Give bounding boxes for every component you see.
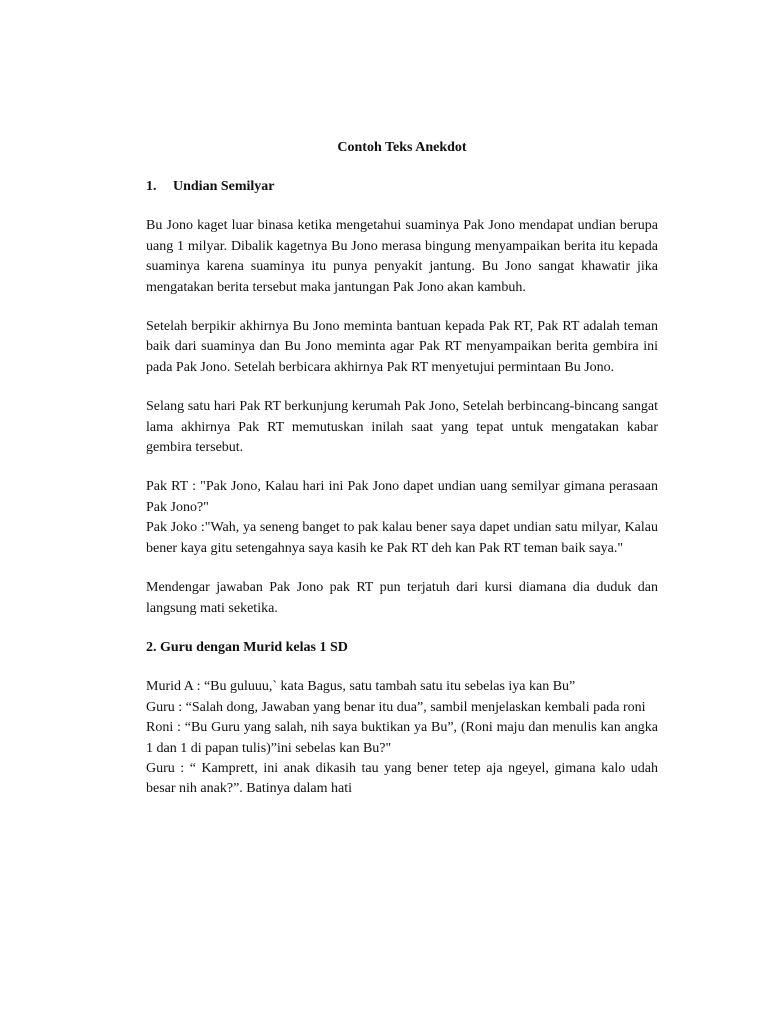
dialog-line-pak-rt: Pak RT : "Pak Jono, Kalau hari ini Pak Jono dapet undian uang semilyar gimana perasaan Pak Jono?" bbox=[146, 479, 658, 515]
section-1-heading bbox=[146, 177, 658, 197]
document-page bbox=[146, 138, 658, 800]
dialog-line-guru-2: Guru : “ Kamprett, ini anak dikasih tau yang bener tetep aja ngeyel, gimana kalo udah besar nih anak?”. Batinya dalam hati bbox=[146, 760, 658, 797]
dialog-line-roni: Roni : “Bu Guru yang salah, nih saya buktikan ya Bu”, (Roni maju dan menulis kan angka 1 dan 1 di papan tulis)”ini sebelas kan Bu?" bbox=[146, 720, 658, 756]
section-1-number: 1. bbox=[146, 179, 157, 194]
dialog-line-guru-1: Guru : “Salah dong, Jawaban yang benar itu dua”, sambil menjelaskan kembali pada roni bbox=[146, 699, 646, 715]
section-2-heading bbox=[146, 638, 658, 658]
section-1-paragraph-1: Bu Jono kaget luar binasa ketika mengetahui suaminya Pak Jono mendapat undian berupa uang 1 milyar. Dibalik kagetnya Bu Jono merasa bingung menyampaikan berita itu kepada suaminya karena suaminya itu punya penyakit jantung. Bu Jono sangat khawatir jika mengatakan berita tersebut maka jantungan Pak Jono akan kambuh. bbox=[146, 218, 658, 295]
section-2-dialog bbox=[146, 677, 658, 799]
dialog-line-pak-joko: Pak Joko :"Wah, ya seneng banget to pak kalau bener saya dapet undian satu milyar, Kalau bener kaya gitu setengahnya saya kasih ke Pak RT deh kan Pak RT teman baik saya." bbox=[146, 520, 658, 556]
document-title: Contoh Teks Anekdot bbox=[337, 140, 467, 155]
section-2-title: Guru dengan Murid kelas 1 SD bbox=[160, 639, 348, 655]
section-2-number: 2. bbox=[146, 639, 157, 655]
dialog-line-murid-a: Murid A : “Bu guluuu,` kata Bagus, satu tambah satu itu sebelas iya kan Bu” bbox=[146, 679, 576, 695]
section-1-paragraph-2: Setelah berpikir akhirnya Bu Jono meminta bantuan kepada Pak RT, Pak RT adalah teman baik dari suaminya dan Bu Jono meminta agar Pak RT menyampaikan berita gembira ini pada Pak Jono. Setelah berbicara akhirnya Pak RT menyetujui permintaan Bu Jono. bbox=[146, 319, 658, 375]
section-1-closing: Mendengar jawaban Pak Jono pak RT pun terjatuh dari kursi diamana dia duduk dan langsung mati seketika. bbox=[146, 580, 658, 616]
section-1-paragraph-3: Selang satu hari Pak RT berkunjung kerumah Pak Jono, Setelah berbincang-bincang sangat lama akhirnya Pak RT memutuskan inilah saat yang tepat untuk mengatakan kabar gembira tersebut. bbox=[146, 399, 658, 456]
section-1-title: Undian Semilyar bbox=[173, 179, 275, 194]
section-1-dialog bbox=[146, 477, 658, 559]
